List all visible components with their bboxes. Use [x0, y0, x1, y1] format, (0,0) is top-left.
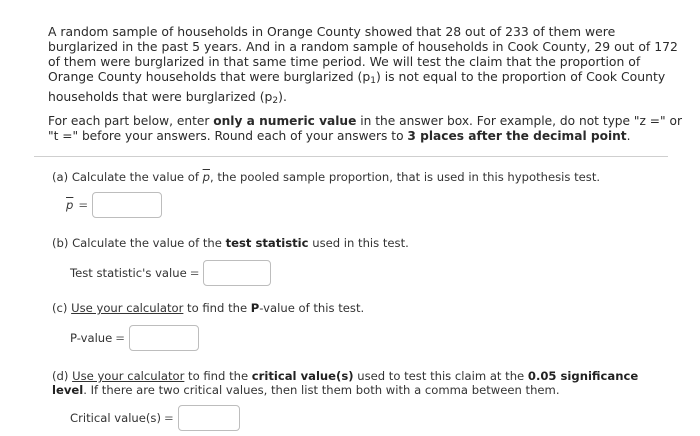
problem-statement	[48, 24, 688, 109]
answer-row-b: Test statistic's value =	[70, 260, 271, 286]
calculator-link-c[interactable]: Use your calculator	[71, 301, 184, 315]
answer-label-a: $\overline{p}$	[66, 198, 74, 212]
question-c: (c) Use your calculator to find the P-value of this test.	[52, 301, 365, 315]
question-a: (a) Calculate the value of $\overline{p}$, the pooled sample proportion, that is used in this hypothesis test.	[52, 170, 601, 184]
p-value-input[interactable]	[129, 325, 199, 351]
p-bar-symbol: $\overline{p}$	[202, 170, 210, 184]
pooled-proportion-input[interactable]	[92, 192, 162, 218]
calculator-link-d[interactable]: Use your calculator	[72, 369, 185, 383]
answer-label-b: Test statistic's value	[70, 266, 187, 280]
answer-label-d: Critical value(s)	[70, 411, 161, 425]
answer-row-d: Critical value(s) =	[70, 405, 240, 431]
subscript-1: 1	[370, 76, 376, 86]
question-d: (d) Use your calculator to find the critical value(s) used to test this claim at the 0.05 significance level. If there are two critical values, then list them both with a comma between them.	[52, 369, 639, 397]
problem-text: A random sample of households in Orange County showed that 28 out of 233 of them were burglarized in the past 5 years. And in a random sample of households in Cook County, 29 out of 172 of them were burglarized in that same time period. We will test the claim that the proportion of Orange County households that were burglarized (p	[48, 24, 678, 84]
answer-row-c: P-value =	[70, 325, 199, 351]
question-b: (b) Calculate the value of the test statistic used in this test.	[52, 236, 409, 250]
problem-text-3: ).	[278, 89, 287, 104]
problem-text-2: ) is not equal to the proportion of Cook County households that were burglarized (p	[48, 69, 666, 104]
answer-label-c: P-value	[70, 331, 113, 345]
subscript-2: 2	[272, 96, 279, 106]
instructions: For each part below, enter only a numeric value in the answer box. For example, do not type "z =" or "t =" before your answers. Round each of your answers to 3 places after the decimal point.	[48, 114, 682, 143]
instructions-bold-1: only a numeric value	[213, 114, 357, 128]
test-statistic-input[interactable]	[203, 260, 271, 286]
critical-values-input[interactable]	[178, 405, 240, 431]
instructions-bold-2: 3 places after the decimal point	[407, 129, 627, 143]
divider	[34, 156, 668, 157]
answer-row-a: $\overline{p}$ =	[66, 192, 162, 218]
